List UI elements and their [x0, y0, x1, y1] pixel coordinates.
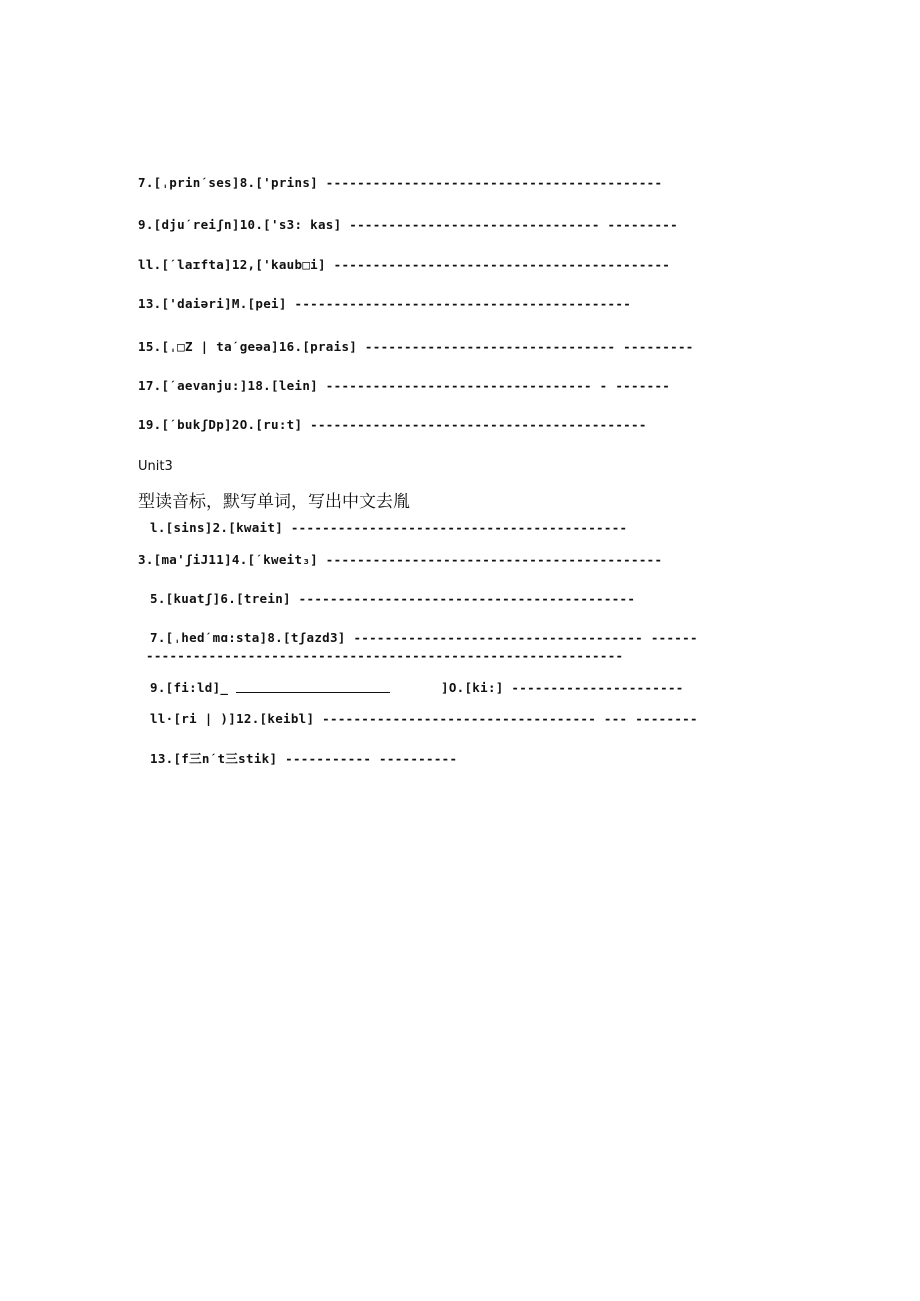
exercise-line-continuation: ------------------------------------------------------------- — [146, 648, 624, 663]
exercise-line-7-8: 7.[ˌprinˊses]8.['prins] ------------------------------------------- — [138, 175, 663, 190]
exercise-line-3-4: 3.[ma'ʃiJ11]4.[ˊkweit₃] ------------------------------------------- — [138, 552, 663, 567]
exercise-line-19-20: 19.[ˊbukʃDp]2O.[ru:t] ------------------------------------------- — [138, 417, 647, 432]
exercise-line-15-16: 15.[ˌ□Z | taˊgeəa]16.[prais] -------------------------------- --------- — [138, 339, 694, 354]
exercise-line-1-2: l.[sins]2.[kwait] ------------------------------------------- — [150, 520, 628, 535]
exercise-line-17-18: 17.[ˊaevanju:]18.[lein] ---------------------------------- - ------- — [138, 378, 671, 393]
exercise-line-11-12: ll.[ˊlaɪfta]12,['kaub□i] ------------------------------------------- — [138, 257, 671, 272]
unit-title: Unit3 — [138, 459, 173, 474]
exercise-line-7-8-unit3: 7.[ˌhedˊmɑ:sta]8.[tʃazd3] ------------------------------------- ------ — [150, 630, 698, 645]
exercise-line-9-10: 9.[djuˊreiʃn]10.['s3: kas] -------------------------------- --------- — [138, 217, 678, 232]
exercise-line-11-12-unit3: ll·[ri | )]12.[keibl] ----------------------------------- --- -------- — [150, 711, 698, 726]
exercise-line-10: ]O.[ki:] ---------------------- — [441, 680, 684, 695]
answer-blank-underline — [236, 692, 390, 693]
instruction-text: 型读音标，默写单词，写出中文去胤 — [138, 492, 410, 512]
exercise-line-13-14: 13.['daiəri]M.[pei] ------------------------------------------- — [138, 296, 632, 311]
exercise-line-5-6: 5.[kuatʃ]6.[trein] ------------------------------------------- — [150, 591, 636, 606]
exercise-line-13: 13.[f三nˊt三stik] ----------- ---------- — [150, 751, 458, 766]
exercise-line-9: 9.[fi:ld]_ — [150, 680, 229, 695]
